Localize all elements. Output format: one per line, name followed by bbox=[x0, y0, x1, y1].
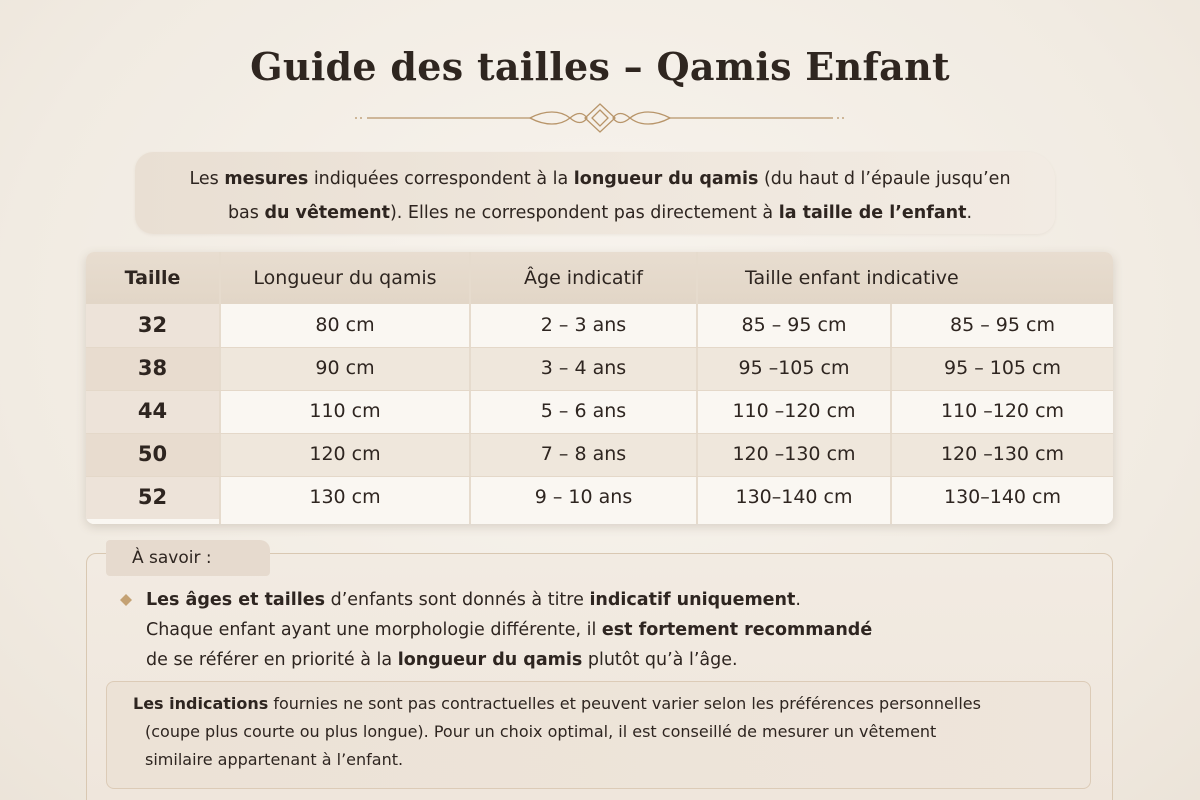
table-row bbox=[86, 304, 1113, 347]
page-title: Guide des tailles – Qamis Enfant bbox=[250, 44, 950, 89]
note-line-1: Les indications fournies ne sont pas contractuelles et peuvent varier selon les préférences personnelles bbox=[133, 694, 981, 713]
cell-taille-enfant: 130–140 cm bbox=[735, 486, 853, 508]
table-header-row bbox=[86, 252, 1113, 304]
cell-taille: 44 bbox=[86, 390, 219, 433]
cell-longueur: 80 cm bbox=[315, 314, 375, 336]
row-divider bbox=[86, 390, 1113, 391]
intro-line-2: bas du vêtement). Elles ne correspondent pas directement à la taille de l’enfant. bbox=[227, 203, 973, 223]
column-divider bbox=[696, 252, 698, 524]
cell-age: 2 – 3 ans bbox=[540, 314, 627, 336]
row-divider bbox=[86, 433, 1113, 434]
table-row bbox=[86, 476, 1113, 524]
cell-taille: 38 bbox=[86, 347, 219, 390]
header-taille-enfant: Taille enfant indicative bbox=[745, 267, 959, 289]
disclaimer-note bbox=[106, 681, 1091, 789]
cell-taille-enfant: 110 –120 cm bbox=[732, 400, 856, 422]
cell-taille-enfant-2: 130–140 cm bbox=[943, 486, 1062, 508]
cell-age: 7 – 8 ans bbox=[540, 443, 627, 465]
row-divider bbox=[86, 476, 1113, 477]
cell-taille-enfant-2: 85 – 95 cm bbox=[950, 314, 1055, 336]
cell-taille-enfant: 85 – 95 cm bbox=[741, 314, 847, 336]
cell-longueur: 120 cm bbox=[309, 443, 381, 465]
column-divider bbox=[469, 252, 471, 524]
ornament-divider bbox=[355, 100, 845, 136]
table-row bbox=[86, 347, 1113, 390]
intro-notice bbox=[135, 152, 1055, 234]
cell-taille: 50 bbox=[86, 433, 219, 476]
cell-taille: 32 bbox=[86, 304, 219, 347]
header-longueur: Longueur du qamis bbox=[253, 267, 437, 289]
info-bullet-text bbox=[146, 585, 1046, 675]
cell-taille-enfant: 120 –130 cm bbox=[732, 443, 856, 465]
column-divider bbox=[890, 304, 892, 524]
cell-taille: 52 bbox=[86, 476, 219, 519]
cell-taille-enfant: 95 –105 cm bbox=[738, 357, 850, 379]
bullet-line-1: Les âges et tailles d’enfants sont donnés à titre indicatif uniquement. bbox=[146, 590, 801, 610]
cell-taille-enfant-2: 120 –130 cm bbox=[940, 443, 1065, 465]
diamond-bullet-icon bbox=[120, 594, 132, 606]
bullet-line-2: Chaque enfant ayant une morphologie différente, il est fortement recommandé bbox=[146, 620, 873, 640]
row-divider bbox=[86, 347, 1113, 348]
cell-age: 5 – 6 ans bbox=[540, 400, 627, 422]
cell-taille-enfant-2: 110 –120 cm bbox=[940, 400, 1065, 422]
cell-longueur: 90 cm bbox=[315, 357, 375, 379]
cell-age: 9 – 10 ans bbox=[534, 486, 633, 508]
info-box-title: À savoir : bbox=[106, 540, 270, 576]
bullet-line-3: de se référer en priorité à la longueur du qamis plutôt qu’à l’âge. bbox=[146, 650, 738, 670]
cell-longueur: 130 cm bbox=[309, 486, 381, 508]
intro-line-1: Les mesures indiquées correspondent à la longueur du qamis (du haut d l’épaule jusqu’en bbox=[189, 169, 1011, 189]
column-divider bbox=[219, 252, 221, 524]
table-row bbox=[86, 433, 1113, 476]
cell-age: 3 – 4 ans bbox=[540, 357, 627, 379]
header-taille: Taille bbox=[124, 267, 181, 289]
table-row bbox=[86, 390, 1113, 433]
size-table bbox=[86, 252, 1113, 524]
note-line-3: similaire appartenant à l’enfant. bbox=[145, 750, 404, 769]
cell-taille-enfant-2: 95 – 105 cm bbox=[943, 357, 1061, 379]
header-age: Âge indicatif bbox=[524, 267, 643, 289]
note-line-2: (coupe plus courte ou plus longue). Pour un choix optimal, il est conseillé de mesurer un vêtement bbox=[145, 722, 937, 741]
cell-longueur: 110 cm bbox=[309, 400, 381, 422]
